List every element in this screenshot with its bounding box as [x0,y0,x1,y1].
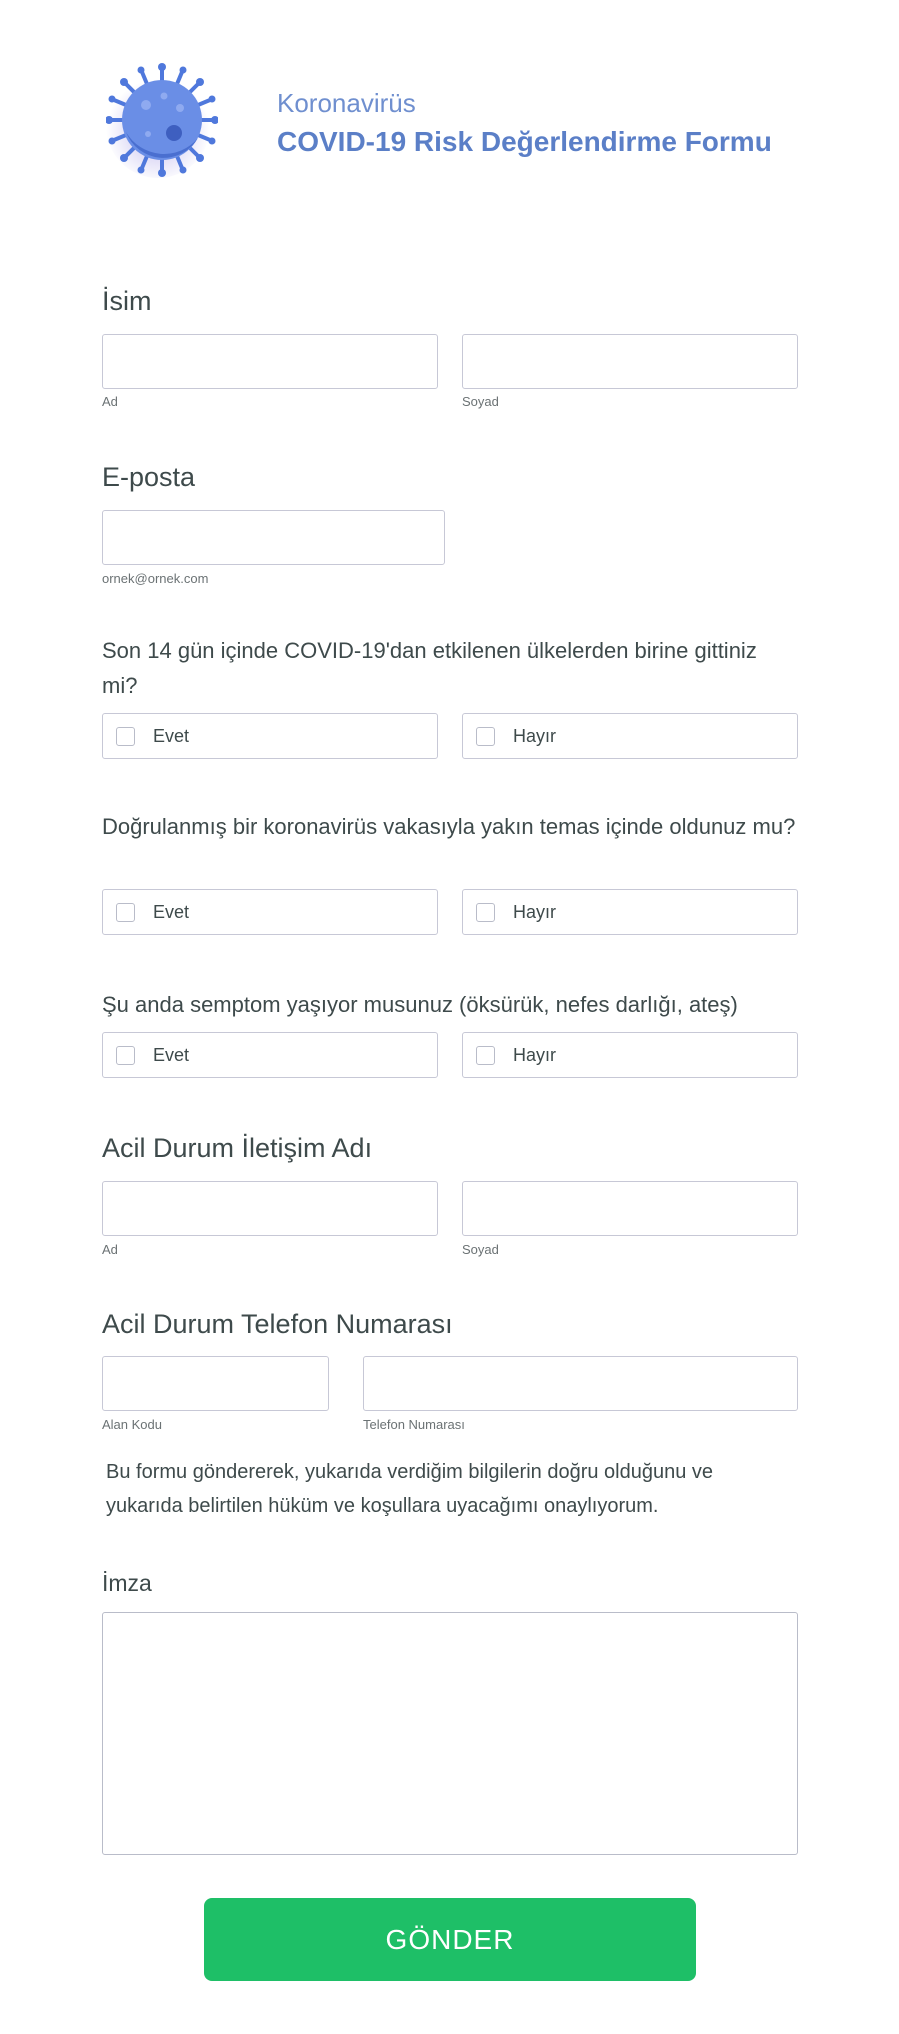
email-label: E-posta [102,462,196,492]
checkbox[interactable] [476,1046,495,1065]
contact-yes-option[interactable] [102,889,438,935]
contact-question: Doğrulanmış bir koronavirüs vakasıyla yakın temas içinde oldunuz mu? [102,814,796,839]
travel-no-option[interactable] [462,713,798,759]
area-code-sublabel: Alan Kodu [102,1417,162,1432]
symptom-question: Şu anda semptom yaşıyor musunuz (öksürük, nefes darlığı, ateş) [102,992,738,1017]
phone-number-sublabel: Telefon Numarası [363,1417,465,1432]
symptom-no-option[interactable] [462,1032,798,1078]
phone-number-input[interactable] [363,1356,798,1411]
option-label: Hayır [513,1044,557,1065]
emergency-phone-label: Acil Durum Telefon Numarası [102,1309,453,1339]
option-label: Evet [153,1044,190,1065]
email-input[interactable] [102,510,445,565]
header-subtitle: Koronavirüs [277,88,416,118]
emergency-last-name-input[interactable] [462,1181,798,1236]
last-name-sublabel: Soyad [462,394,499,409]
emergency-first-sublabel: Ad [102,1242,118,1257]
email-sublabel: ornek@ornek.com [102,571,209,586]
travel-question: Son 14 gün içinde COVID-19'dan etkilenen ülkelerden birine gittiniz mi? [102,638,757,698]
option-label: Evet [153,725,190,746]
signature-pad[interactable] [102,1612,798,1855]
option-label: Hayır [513,725,557,746]
checkbox[interactable] [116,903,135,922]
checkbox[interactable] [116,1046,135,1065]
emergency-name-label: Acil Durum İletişim Adı [102,1133,373,1163]
signature-label: İmza [102,1570,152,1596]
option-label: Hayır [513,901,557,922]
coronavirus-icon [106,62,218,180]
name-label: İsim [102,286,152,316]
checkbox[interactable] [476,903,495,922]
last-name-input[interactable] [462,334,798,389]
travel-yes-option[interactable] [102,713,438,759]
area-code-input[interactable] [102,1356,329,1411]
option-label: Evet [153,901,190,922]
emergency-first-name-input[interactable] [102,1181,438,1236]
emergency-last-sublabel: Soyad [462,1242,499,1257]
symptom-yes-option[interactable] [102,1032,438,1078]
first-name-input[interactable] [102,334,438,389]
checkbox[interactable] [476,727,495,746]
form-title: COVID-19 Risk Değerlendirme Formu [277,126,772,157]
checkbox[interactable] [116,727,135,746]
first-name-sublabel: Ad [102,394,118,409]
consent-text: Bu formu göndererek, yukarıda verdiğim bilgilerin doğru olduğunu ve yukarıda belirtilen hüküm ve koşullara uyacağımı onaylıyorum. [106,1461,714,1517]
contact-no-option[interactable] [462,889,798,935]
submit-button[interactable]: GÖNDER [204,1898,696,1981]
